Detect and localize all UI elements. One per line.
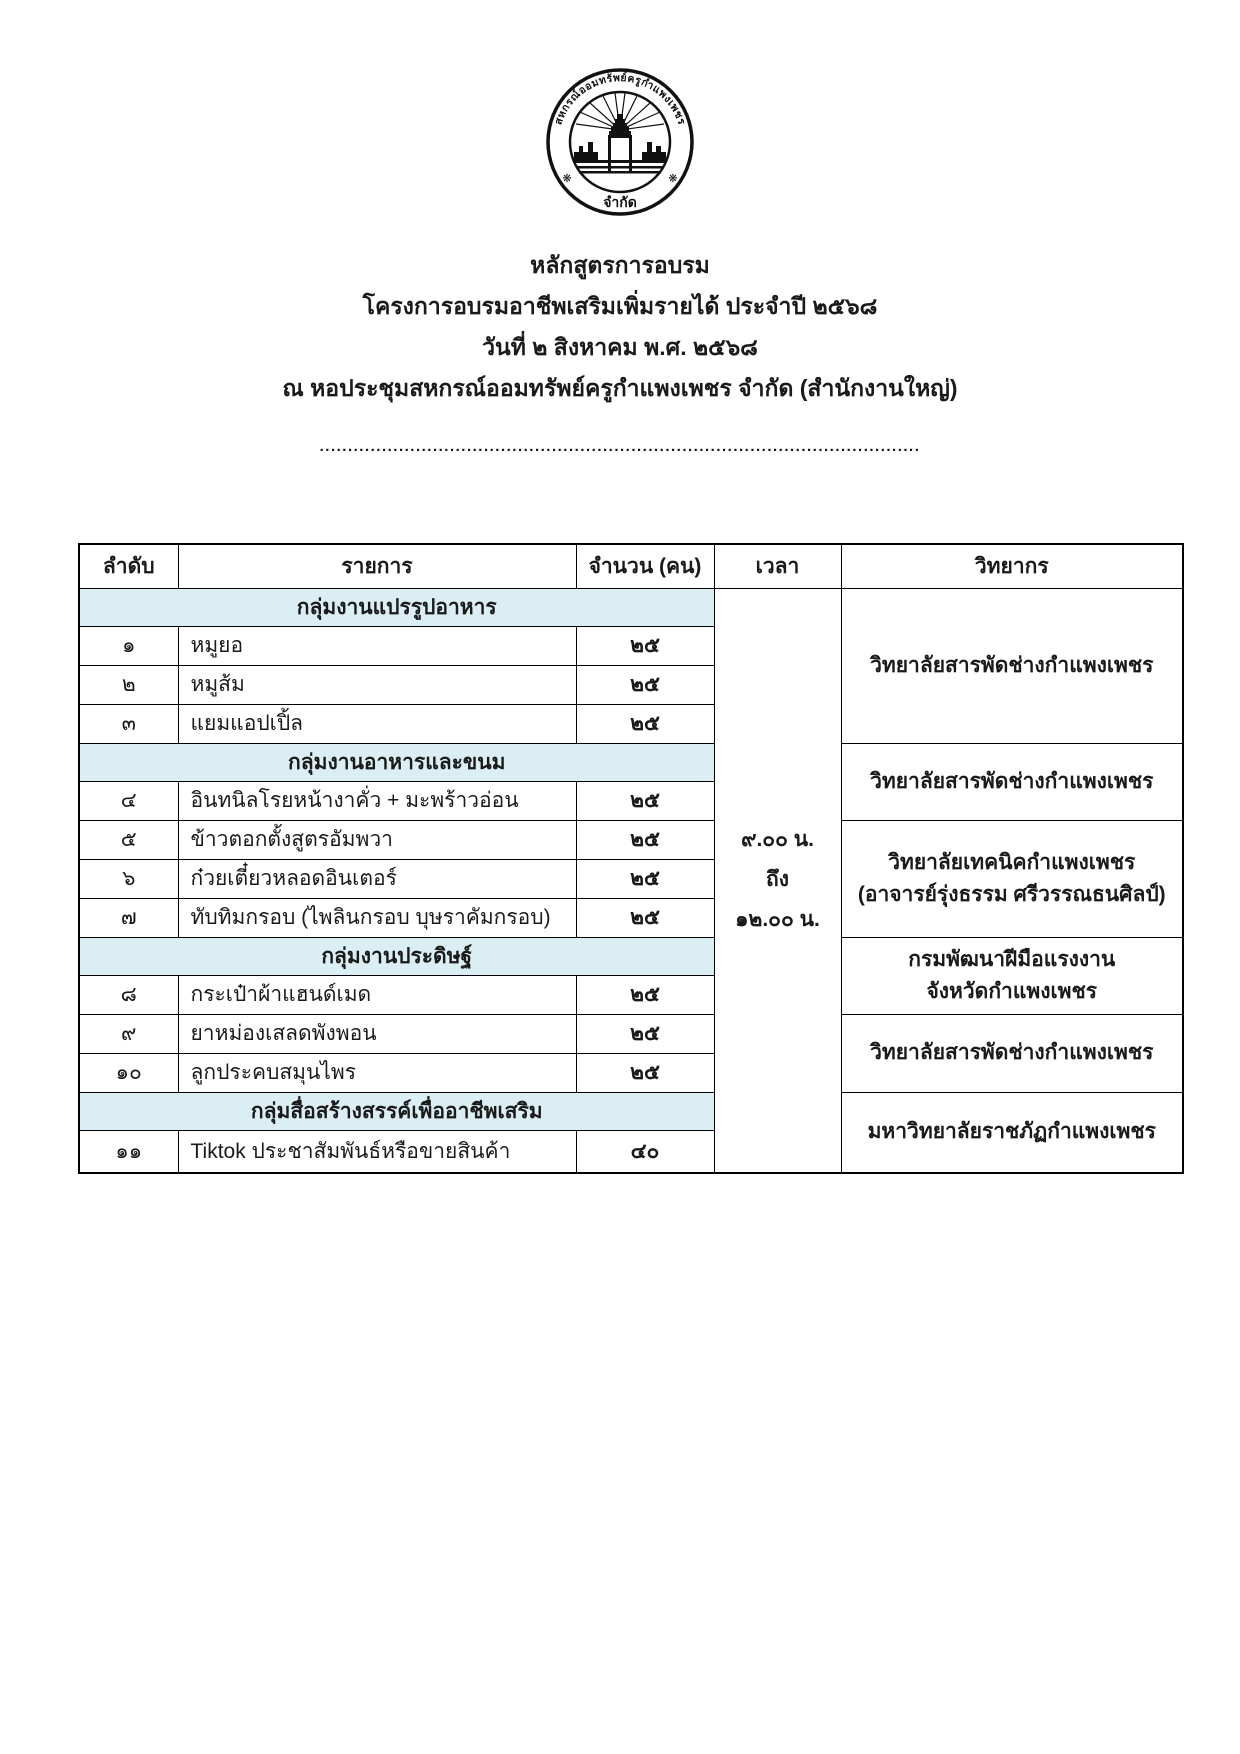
time-cell bbox=[714, 588, 841, 1173]
row-count: ๒๕ bbox=[576, 704, 714, 743]
doc-title-line-2: โครงการอบรมอาชีพเสริมเพิ่มรายได้ ประจำปี ๒๕๖๘ bbox=[362, 293, 878, 319]
row-count: ๒๕ bbox=[576, 820, 714, 859]
speaker-name: วิทยาลัยสารพัดช่างกำแพงเพชร bbox=[870, 1041, 1154, 1064]
row-item: ข้าวตอกตั้งสูตรอัมพวา bbox=[178, 820, 576, 859]
speaker-cell-5 bbox=[841, 1014, 1183, 1092]
row-item: ก๋วยเตี๋ยวหลอดอินเตอร์ bbox=[178, 859, 576, 898]
row-no: ๖ bbox=[79, 859, 178, 898]
time-to: ถึง bbox=[766, 868, 789, 892]
speaker-name: วิทยาลัยเทคนิคกำแพงเพชร bbox=[888, 850, 1136, 874]
speaker-name-2: (อาจารย์รุ่งธรรม ศรีวรรณธนศิลป์) bbox=[857, 882, 1166, 906]
title-block bbox=[0, 245, 1240, 409]
row-no: ๒ bbox=[79, 665, 178, 704]
section-row-food-dessert bbox=[79, 743, 1183, 781]
logo-arc-text: สหกรณ์ออมทรัพย์ครูกำแพงเพชร bbox=[552, 71, 688, 127]
row-count: ๒๕ bbox=[576, 975, 714, 1014]
logo-gate-silhouette bbox=[574, 114, 666, 174]
row-no: ๑ bbox=[79, 626, 178, 665]
row-count: ๒๕ bbox=[576, 665, 714, 704]
time-start: ๙.๐๐ น. bbox=[741, 828, 814, 852]
row-no: ๘ bbox=[79, 975, 178, 1014]
row-item: Tiktok ประชาสัมพันธ์หรือขายสินค้า bbox=[178, 1130, 576, 1173]
section-label: กลุ่มงานประดิษฐ์ bbox=[79, 937, 714, 975]
row-no: ๕ bbox=[79, 820, 178, 859]
logo-flower-left-icon: ❋ bbox=[562, 173, 572, 185]
training-schedule-table bbox=[78, 543, 1184, 1174]
row-item: ทับทิมกรอบ (ไพลินกรอบ บุษราคัมกรอบ) bbox=[178, 898, 576, 937]
speaker-name-2: จังหวัดกำแพงเพชร bbox=[926, 979, 1098, 1003]
row-count: ๔๐ bbox=[576, 1130, 714, 1173]
logo-bottom-text: จำกัด bbox=[603, 194, 637, 210]
doc-title-line-3: วันที่ ๒ สิงหาคม พ.ศ. ๒๕๖๘ bbox=[482, 334, 758, 360]
section-label: กลุ่มงานแปรรูปอาหาร bbox=[79, 588, 714, 626]
section-row-crafts bbox=[79, 937, 1183, 975]
time-end: ๑๒.๐๐ น. bbox=[735, 908, 820, 932]
doc-title-line-1: หลักสูตรการอบรม bbox=[530, 252, 710, 278]
speaker-cell-2 bbox=[841, 743, 1183, 820]
row-count: ๒๕ bbox=[576, 1053, 714, 1092]
row-item: หมูส้ม bbox=[178, 665, 576, 704]
coop-logo bbox=[0, 66, 1240, 223]
speaker-cell-3 bbox=[841, 820, 1183, 937]
coop-logo-emblem bbox=[544, 66, 696, 218]
section-row-food-processing bbox=[79, 588, 1183, 626]
table-header-row bbox=[79, 544, 1183, 588]
row-item: อินทนิลโรยหน้างาคั่ว + มะพร้าวอ่อน bbox=[178, 781, 576, 820]
doc-title-line-4: ณ หอประชุมสหกรณ์ออมทรัพย์ครูกำแพงเพชร จำกัด (สำนักงานใหญ่) bbox=[282, 375, 958, 401]
row-count: ๒๕ bbox=[576, 781, 714, 820]
speaker-name: มหาวิทยาลัยราชภัฏกำแพงเพชร bbox=[867, 1120, 1156, 1144]
row-item: แยมแอปเปิ้ล bbox=[178, 704, 576, 743]
section-label: กลุ่มงานอาหารและขนม bbox=[79, 743, 714, 781]
header-time: เวลา bbox=[714, 544, 841, 588]
row-item: หมูยอ bbox=[178, 626, 576, 665]
row-no: ๑๐ bbox=[79, 1053, 178, 1092]
dotted-separator: .......................................................................................................... bbox=[319, 438, 921, 455]
row-item: ลูกประคบสมุนไพร bbox=[178, 1053, 576, 1092]
speaker-cell-6 bbox=[841, 1092, 1183, 1173]
row-no: ๗ bbox=[79, 898, 178, 937]
table-row bbox=[79, 820, 1183, 859]
speaker-cell-1 bbox=[841, 588, 1183, 743]
row-count: ๒๕ bbox=[576, 898, 714, 937]
speaker-name: กรมพัฒนาฝีมือแรงงาน bbox=[908, 947, 1116, 971]
header-speaker: วิทยากร bbox=[841, 544, 1183, 588]
row-item: ยาหม่องเสลดพังพอน bbox=[178, 1014, 576, 1053]
section-label: กลุ่มสื่อสร้างสรรค์เพื่ออาชีพเสริม bbox=[79, 1092, 714, 1130]
speaker-cell-4 bbox=[841, 937, 1183, 1014]
section-row-creative-media bbox=[79, 1092, 1183, 1130]
row-no: ๑๑ bbox=[79, 1130, 178, 1173]
row-count: ๒๕ bbox=[576, 859, 714, 898]
speaker-name: วิทยาลัยสารพัดช่างกำแพงเพชร bbox=[870, 769, 1154, 793]
header-item: รายการ bbox=[178, 544, 576, 588]
row-count: ๒๕ bbox=[576, 1014, 714, 1053]
logo-flower-right-icon: ❋ bbox=[668, 173, 678, 185]
speaker-name: วิทยาลัยสารพัดช่างกำแพงเพชร bbox=[870, 653, 1154, 677]
row-item: กระเป๋าผ้าแฮนด์เมด bbox=[178, 975, 576, 1014]
row-count: ๒๕ bbox=[576, 626, 714, 665]
table-row bbox=[79, 1014, 1183, 1053]
row-no: ๙ bbox=[79, 1014, 178, 1053]
row-no: ๓ bbox=[79, 704, 178, 743]
header-no: ลำดับ bbox=[79, 544, 178, 588]
row-no: ๔ bbox=[79, 781, 178, 820]
header-count: จำนวน (คน) bbox=[576, 544, 714, 588]
